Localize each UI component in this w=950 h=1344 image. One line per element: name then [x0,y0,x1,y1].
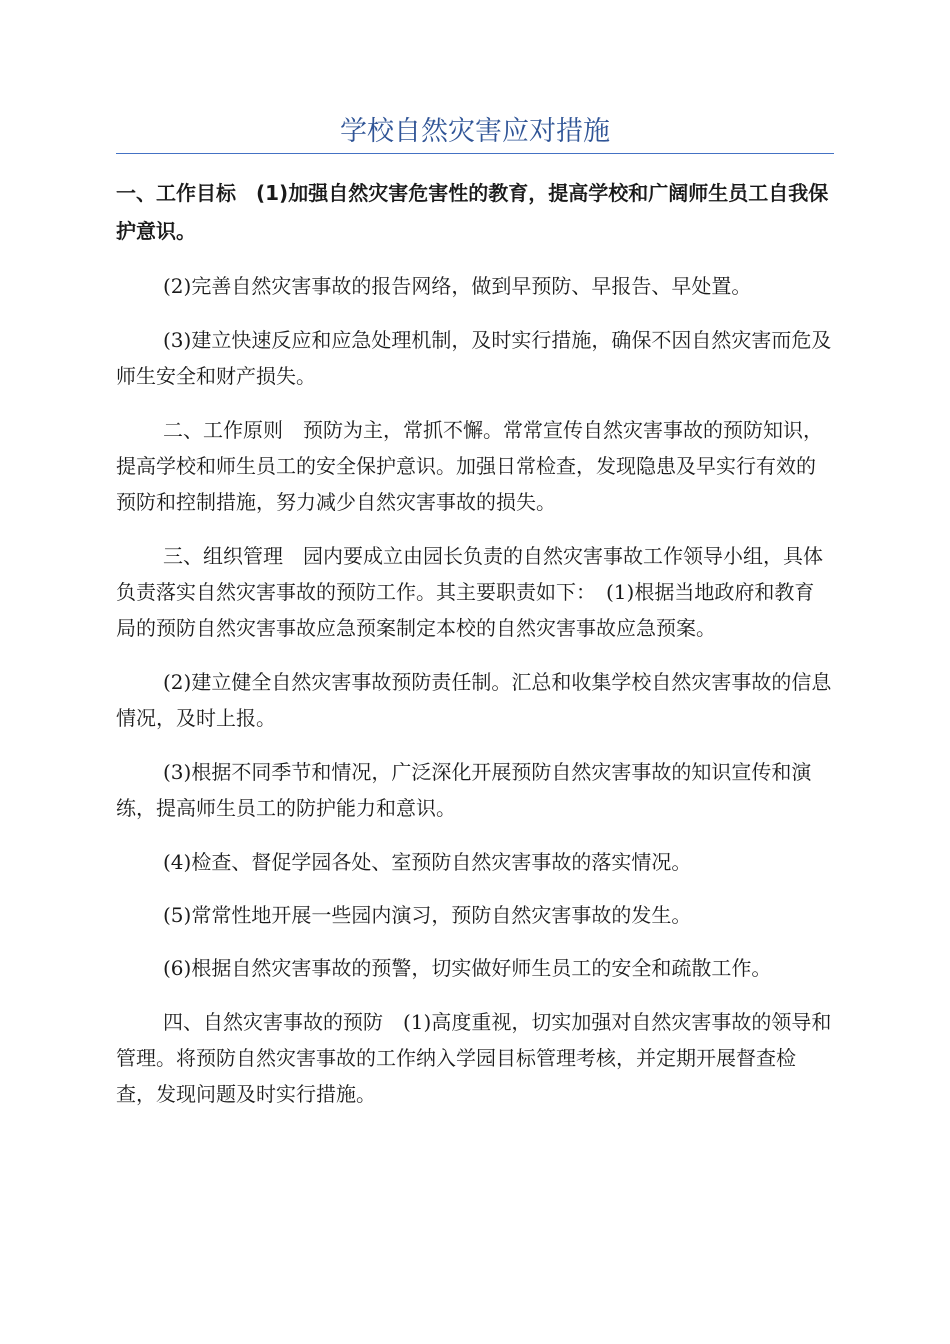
paragraph-goal-3: (3)建立快速反应和应急处理机制，及时实行措施，确保不因自然灾害而危及师生安全和财产损失。 [116,328,832,388]
paragraph-duty-5: (5)常常性地开展一些园内演习，预防自然灾害事故的发生。 [163,903,692,927]
document-title: 学校自然灾害应对措施 [340,116,610,147]
paragraph-goal-2: (2)完善自然灾害事故的报告网络，做到早预防、早报告、早处置。 [163,274,752,298]
paragraph-duty-3: (3)根据不同季节和情况，广泛深化开展预防自然灾害事故的知识宣传和演练，提高师生员工的防护能力和意识。 [116,760,812,820]
paragraph-duty-2: (2)建立健全自然灾害事故预防责任制。汇总和收集学校自然灾害事故的信息情况，及时上报。 [116,670,832,730]
paragraph-work-principles: 二、工作原则 预防为主，常抓不懈。常常宣传自然灾害事故的预防知识，提高学校和师生员工的安全保护意识。加强日常检查，发现隐患及早实行有效的预防和控制措施，努力减少自然灾害事故的损失。 [116,418,823,514]
paragraph-work-goals: 一、工作目标 (1)加强自然灾害危害性的教育，提高学校和广阔师生员工自我保护意识。 [116,181,829,243]
paragraph-prevention: 四、自然灾害事故的预防 (1)高度重视，切实加强对自然灾害事故的领导和管理。将预防自然灾害事故的工作纳入学园目标管理考核，并定期开展督查检查，发现问题及时实行措施。 [116,1010,832,1106]
paragraph-duty-6: (6)根据自然灾害事故的预警，切实做好师生员工的安全和疏散工作。 [163,956,772,980]
paragraph-duty-4: (4)检查、督促学园各处、室预防自然灾害事故的落实情况。 [163,850,692,874]
title-underline [116,153,834,154]
paragraph-organization: 三、组织管理 园内要成立由园长负责的自然灾害事故工作领导小组，具体负责落实自然灾害事故的预防工作。其主要职责如下： (1)根据当地政府和教育局的预防自然灾害事故应急预案制定本校的自然灾害事故应急预案。 [116,544,823,640]
document-body [116,174,834,1112]
